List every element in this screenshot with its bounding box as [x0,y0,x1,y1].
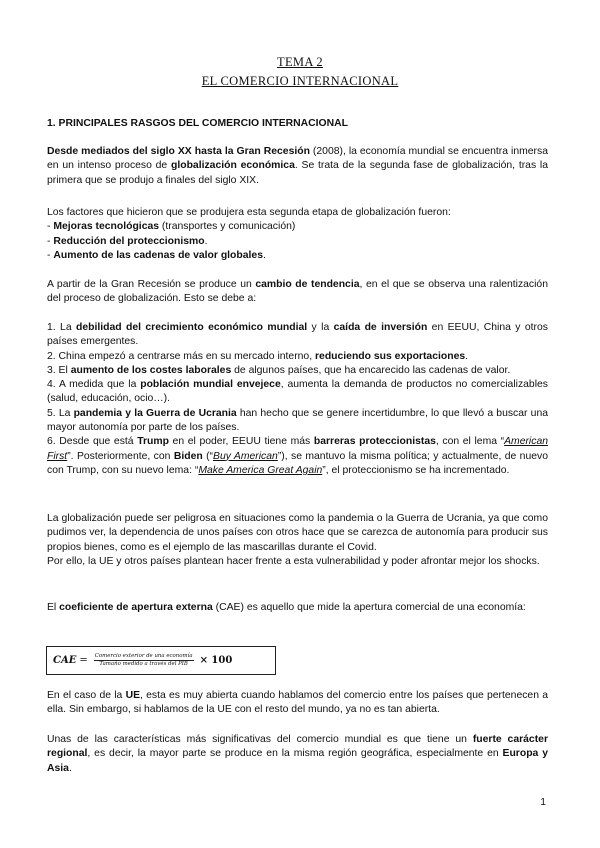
intro-text-1: (2008), la economía mundial se encuentra inmersa en un intenso proceso de [47,146,548,172]
reason-item [47,364,548,378]
trend-text-2: , en el que se observa una ralentización del proceso de globalización. Esto se debe a: [47,279,548,305]
reason-bold: caída de inversión [333,322,428,333]
factor-item [47,235,548,249]
intro-text-2: . Se trata de la segunda fase de globalización, tras la primera que se produjo a finales del siglo XIX. [47,160,548,186]
factor-item [47,220,548,234]
formula-lhs: CAE [53,655,77,666]
reason-bold: reduciendo sus exportaciones [315,350,466,362]
eu-text-1: En el caso de la [47,690,126,701]
reason-text: ”), se mantuvo la misma política; y actualmente, de nuevo con Trump, con su nuevo lema: “ [47,450,548,476]
regional-text-3: . [68,762,72,774]
reason-text: , aumenta la demanda de productos no comercializables (salud, educación, ocio…). [47,379,548,405]
slogan-link[interactable]: Make America Great Again [198,464,323,476]
reason-item [47,407,548,436]
intro-bold-2: globalización económica [170,160,295,172]
reason-text: ”, el proteccionismo se ha incrementado. [322,464,510,476]
regional-text-1: Unas de las características más significativas del comercio mundial es que tiene un [47,734,473,745]
formula-fraction [94,653,194,668]
reason-bold: aumento de los costes laborales [70,364,232,376]
document-titles [0,53,600,91]
formula-denominator: Tamaño medido a través del PIB [99,661,188,667]
intro-bold-1: Desde mediados del siglo XX hasta la Gran Recesión [47,146,310,157]
cae-text-1: El [47,602,60,613]
factor-bold: Reducción del proteccionismo [53,235,205,247]
reason-text: ”. Posteriormente, con [67,450,174,462]
factor-text: . [262,249,266,261]
reasons-list [47,321,548,478]
regional-paragraph [47,733,548,776]
factors-intro: Los factores que hicieron que se produjera esta segunda etapa de globalización fueron: [47,207,451,218]
reason-bold: barreras proteccionistas [313,436,436,448]
factor-dash: - [47,249,54,261]
reason-text: en el poder, EEUU tiene más [168,436,314,448]
cae-paragraph [47,601,548,615]
factor-item [47,249,548,263]
factors-list [47,206,548,263]
slogan-link[interactable]: American First [47,436,548,462]
reason-item [47,350,548,364]
reason-text: han hecho que se genere incertidumbre, lo que llevó a buscar una mayor autonomía por parte de los países. [47,407,549,434]
reason-bold: debilidad del crecimiento económico mundial [76,322,308,333]
trend-text-1: A partir de la Gran Recesión se produce un [47,279,256,290]
trend-bold: cambio de tendencia [255,279,360,290]
factor-text: (transportes y comunicación) [159,221,296,233]
risk-text-2: Por ello, la UE y otros países plantean hacer frente a esta vulnerabilidad y poder afrontar mejor los shocks. [47,555,540,567]
reason-text: en EEUU, China y otros países emergentes. [47,322,548,348]
reason-text: . [465,350,469,362]
reason-text: 2. China empezó a centrarse más en su mercado interno, [47,350,315,362]
topic-title: TEMA 2 [277,55,323,69]
reason-bold: Biden [173,450,203,462]
cae-text-2: (CAE) es aquello que mide la apertura comercial de una economía: [212,602,526,613]
reason-text: , con el lema “ [435,436,505,448]
slogan-link[interactable]: Buy American [213,450,278,462]
reason-text: 4. A medida que la [47,379,141,391]
reason-item [47,321,548,350]
formula-numerator: Comercio exterior de una economía [94,653,193,659]
reason-text: y la [307,322,334,333]
formula-equals: = [79,655,88,666]
eu-paragraph [47,689,548,718]
factor-bold: Aumento de las cadenas de valor globales [53,249,263,261]
reason-bold: Trump [137,436,169,448]
page-number: 1 [540,797,546,808]
regional-text-2: , es decir, la mayor parte se produce en la misma región geográfica, especialmente en [87,748,503,760]
factor-dash: - [47,235,54,247]
factor-dash: - [47,221,54,233]
cae-formula [46,646,276,675]
reason-item [47,435,548,478]
document-title: EL COMERCIO INTERNACIONAL [201,74,399,88]
section-heading: 1. PRINCIPALES RASGOS DEL COMERCIO INTERNACIONAL [47,118,348,129]
cae-bold: coeficiente de apertura externa [59,602,213,613]
risk-text-1: La globalización puede ser peligrosa en situaciones como la pandemia o la Guerra de Ucrania, ya que como pudimos ver, la dependencia de unos países con otros hace que se carezca de autonomía para producir sus propios bienes, como es el ejemplo de las mascarillas durante el Covid. [47,513,548,553]
eu-bold: UE [125,690,140,701]
intro-paragraph [47,145,548,188]
reason-item [47,378,548,407]
factor-text: . [204,235,208,247]
formula-multiplier: × 100 [199,655,233,666]
reason-text: 1. La [47,322,76,333]
reason-text: de algunos países, que ha encarecido las cadenas de valor. [231,364,511,376]
reason-text: 3. El [47,364,71,376]
trend-paragraph [47,278,548,307]
reason-bold: pandemia y la Guerra de Ucrania [73,407,237,419]
eu-text-2: , esta es muy abierta cuando hablamos del comercio entre los países que pertenecen a ella. Sin embargo, si hablamos de la UE con el resto del mundo, ya no es tan abierta. [47,690,549,716]
risk-paragraph [47,512,548,569]
reason-text: 6. Desde que está [47,436,138,448]
regional-bold-1: fuerte carácter regional [47,734,548,760]
reason-bold: población mundial envejece [140,379,281,391]
reason-text: 5. La [47,407,74,419]
reason-text: (“ [202,450,214,462]
factor-bold: Mejoras tecnológicas [53,221,160,233]
regional-bold-2: Europa y Asia [47,748,548,774]
